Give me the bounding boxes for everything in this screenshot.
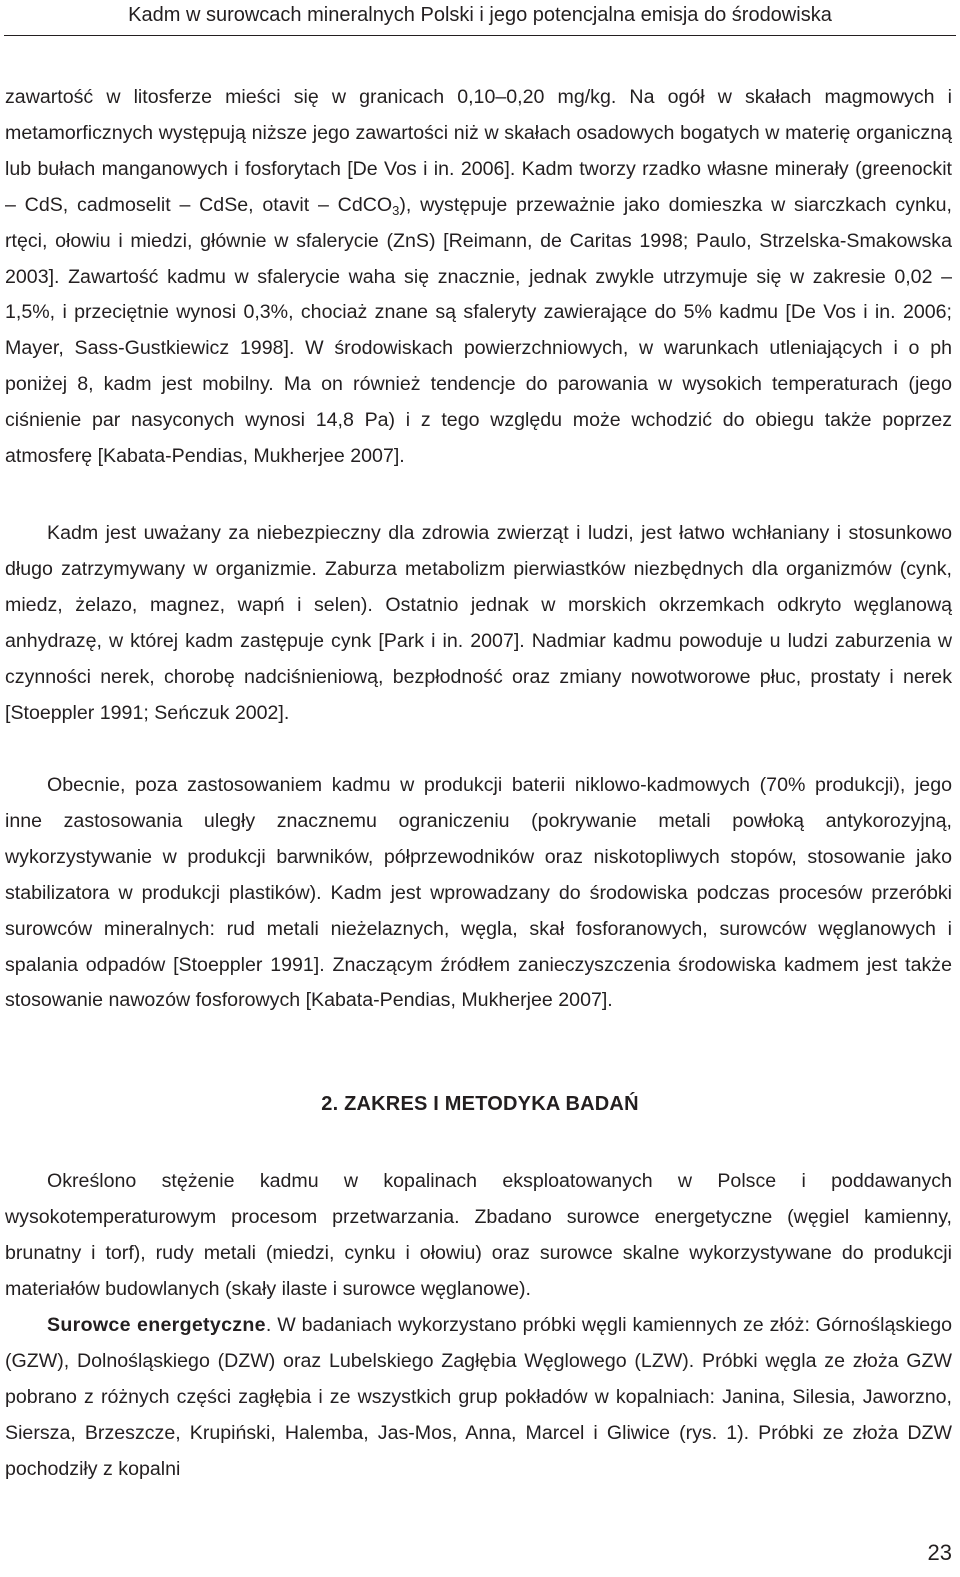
- paragraph-text: zawartość w litosferze mieści się w granicach 0,10–0,20 mg/kg. Na ogół w skałach magmowych i metamorficznych występują niższe jego zawartości niż w skałach osadowych bogatych w materię organiczną lub bułach manganowych i fosforytach [De Vos i in. 2006]. Kadm tworzy rzadko własne minerały (greenockit – CdS, cadmoselit – CdSe, otavit – CdCO: [5, 86, 952, 216]
- header-divider: [4, 35, 956, 36]
- paragraph-cadmium-occurrence: [5, 80, 952, 475]
- paragraph-scope: Określono stężenie kadmu w kopalinach eksploatowanych w Polsce i poddawanych wysokotemperaturowym procesom przetwarzania. Zbadano surowce energetyczne (węgiel kamienny, brunatny i torf), rudy metali (miedzi, cynku i ołowiu) oraz surowce skalne wykorzystywane do produkcji materiałów budowlanych (skały ilaste i surowce węglanowe).: [5, 1170, 952, 1300]
- running-header: Kadm w surowcach mineralnych Polski i jego potencjalna emisja do środowiska: [128, 4, 832, 26]
- paragraph-cadmium-uses: Obecnie, poza zastosowaniem kadmu w produkcji baterii niklowo-kadmowych (70% produkcji), jego inne zastosowania uległy znacznemu ograniczeniu (pokrywanie metali powłoką antykorozyjną, wykorzystywanie w produkcji barwników, półprzewodników oraz niskotopliwych stopów, stosowanie jako stabilizatora w produkcji plastików). Kadm jest wprowadzany do środowiska podczas procesów przeróbki surowców mineralnych: rud metali nieżelaznych, węgla, skał fosforanowych, surowców węglanowych i spalania odpadów [Stoeppler 1991]. Znaczącym źródłem zanieczyszczenia środowiska kadmem jest także stosowanie nawozów fosforowych [Kabata-Pendias, Mukherjee 2007].: [5, 774, 952, 1012]
- paragraph-cadmium-toxicity: Kadm jest uważany za niebezpieczny dla zdrowia zwierząt i ludzi, jest łatwo wchłaniany i stosunkowo długo zatrzymywany w organizmie. Zaburza metabolizm pierwiastków niezbędnych dla organizmów (cynk, miedz, żelazo, magnez, wapń i selen). Ostatnio jednak w morskich okrzemkach odkryto węglanową anhydrazę, w której kadm zastępuje cynk [Park i in. 2007]. Nadmiar kadmu powoduje u ludzi zaburzenia w czynności nerek, chorobę nadciśnieniową, bezpłodność oraz zmiany nowotworowe płuc, prostaty i nerek [Stoeppler 1991; Seńczuk 2002].: [5, 522, 952, 724]
- subscript: 3: [392, 202, 400, 218]
- paragraph-text: ), występuje przeważnie jako domieszka w siarczkach cynku, rtęci, ołowiu i miedzi, głównie w sfalerycie (ZnS) [Reimann, de Caritas 1998; Paulo, Strzelska-Smakowska 2003]. Zawartość kadmu w sfalerycie waha się znacznie, jednak zwykle utrzymuje się w zakresie 0,02 – 1,5%, i przeciętnie wynosi 0,3%, chociaż znane są sfaleryty zawierające do 5% kadmu [De Vos i in. 2006; Mayer, Sass-Gustkiewicz 1998]. W środowiskach powierzchniowych, w warunkach utleniających i o ph poniżej 8, kadm jest mobilny. Ma on również tendencje do parowania w wysokich temperaturach (jego ciśnienie par nasyconych wynosi 14,8 Pa) i z tego względu może wchodzić do obiegu także poprzez atmosferę [Kabata-Pendias, Mukherjee 2007].: [5, 193, 952, 468]
- section-heading: 2. ZAKRES I METODYKA BADAŃ: [321, 1093, 639, 1115]
- page-number: 23: [927, 1540, 952, 1565]
- paragraph-lead-term: Surowce energetyczne: [47, 1314, 266, 1336]
- paragraph-energy-resources: [5, 1308, 952, 1488]
- paragraph-text: . W badaniach wykorzystano próbki węgli kamiennych ze złóż: Górnośląskiego (GZW), Dolnośląskiego (DZW) oraz Lubelskiego Zagłębia Węglowego (LZW). Próbki węgla ze złoża GZW pobrano z różnych części zagłębia i ze wszystkich grup pokładów w kopalniach: Janina, Silesia, Jaworzno, Siersza, Brzeszcze, Krupiński, Halemba, Jas-Mos, Anna, Marcel i Gliwice (rys. 1). Próbki ze złoża DZW pochodziły z kopalni: [5, 1314, 952, 1480]
